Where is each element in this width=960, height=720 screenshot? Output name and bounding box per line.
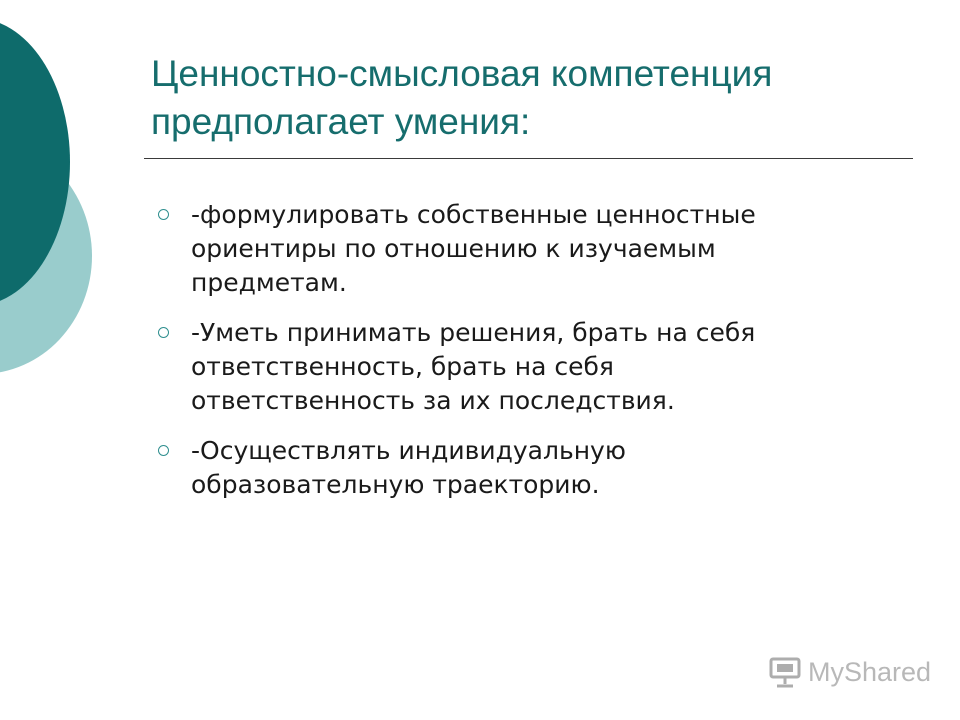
bullet-text-line: предметам. bbox=[191, 268, 347, 297]
bullet-list bbox=[155, 198, 915, 518]
presentation-board-icon bbox=[768, 656, 802, 688]
bullet-text-line: ответственность за их последствия. bbox=[191, 386, 675, 415]
slide-title-line: Ценностно-смысловая компетенция bbox=[151, 53, 773, 94]
bullet-circle-icon bbox=[158, 445, 169, 456]
bullet-text-line: ответственность, брать на себя bbox=[191, 352, 614, 381]
bullet-text-line: ориентиры по отношению к изучаемым bbox=[191, 234, 716, 263]
bullet-text-line: -Осуществлять индивидуальную bbox=[191, 436, 626, 465]
bullet-item bbox=[155, 316, 915, 418]
bullet-item bbox=[155, 434, 915, 502]
watermark-logo bbox=[768, 652, 931, 692]
slide-title bbox=[151, 50, 921, 146]
watermark-text: MyShared bbox=[808, 656, 932, 687]
bullet-text-line: -формулировать собственные ценностные bbox=[191, 200, 756, 229]
bullet-item bbox=[155, 198, 915, 300]
title-divider bbox=[144, 158, 913, 159]
slide-title-line: предполагает умения: bbox=[151, 101, 531, 142]
bullet-text-line: образовательную траекторию. bbox=[191, 470, 600, 499]
bullet-text-line: -Уметь принимать решения, брать на себя bbox=[191, 318, 756, 347]
bullet-circle-icon bbox=[158, 209, 169, 220]
bullet-circle-icon bbox=[158, 327, 169, 338]
